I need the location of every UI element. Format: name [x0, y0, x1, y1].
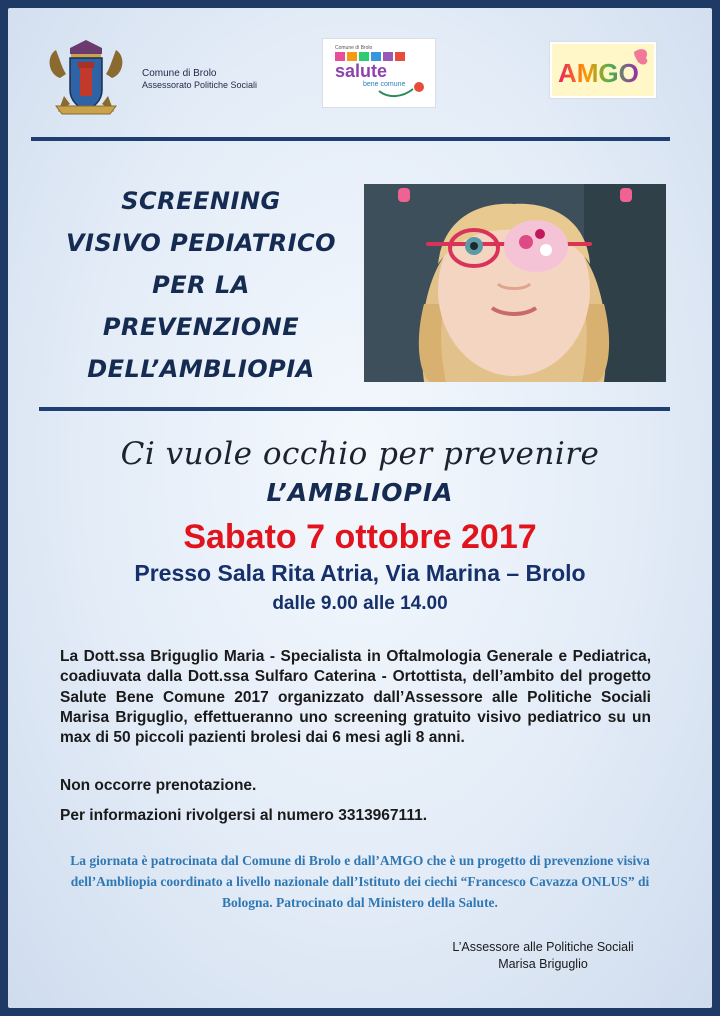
event-venue: Presso Sala Rita Atria, Via Marina – Brolo — [134, 560, 586, 586]
amgo-logo — [549, 41, 657, 99]
comune-name: Comune di Brolo — [142, 68, 217, 79]
tagline: Ci vuole occhio per prevenire — [120, 436, 600, 472]
title-line: PREVENZIONE — [102, 313, 300, 341]
title-line: SCREENING — [121, 187, 281, 215]
comune-crest-icon — [40, 34, 132, 118]
header-divider — [31, 137, 670, 141]
poster — [8, 8, 712, 1008]
title-line: PER LA — [152, 271, 250, 299]
event-date: Sabato 7 ottobre 2017 — [183, 518, 537, 556]
signature-name: Marisa Briguglio — [498, 957, 588, 971]
section-divider — [39, 407, 670, 411]
salute-logo-word: salute — [335, 61, 388, 81]
title-line: DELL’AMBLIOPIA — [87, 355, 315, 383]
salute-logo-tagline: bene comune — [363, 81, 406, 88]
event-subject: L’AMBLIOPIA — [266, 478, 454, 507]
event-description: La Dott.ssa Briguglio Maria - Specialista in Oftalmologia Generale e Pediatrica, coadiuvata dalla Dott.ssa Sulfaro Caterina - Ortottista, dell’ambito del progetto Salute Bene Comune 2017 organizzato dall’Assessore alle Politiche Sociali Marisa Briguglio, effettueranno uno screening gratuito visivo pediatrico su un max di 50 piccoli pazienti brolesi dai 6 mesi agli 8 anni. — [60, 648, 651, 747]
assessorato-name: Assessorato Politiche Sociali — [142, 80, 258, 90]
comune-header — [142, 68, 257, 90]
contact-info: Per informazioni rivolgersi al numero 3313967111. — [60, 807, 428, 824]
booking-note: Non occorre prenotazione. — [60, 777, 257, 794]
signature-role: L’Assessore alle Politiche Sociali — [452, 940, 634, 954]
event-hours: dalle 9.00 alle 14.00 — [272, 593, 448, 614]
patronage-text: La giornata è patrocinata dal Comune di Brolo e dall’AMGO che è un progetto di prevenzione visiva dell’Ambliopia coordinato a livello nazionale dall’Istituto dei ciechi “Francesco Cavazza ONLUS” di Bologna. Patrocinato dal Ministero della Salute. — [70, 853, 650, 910]
salute-bene-comune-logo — [322, 38, 436, 108]
child-eye-patch-photo — [364, 184, 666, 382]
signature — [408, 939, 678, 973]
screening-title — [36, 180, 366, 390]
amgo-logo-text: AMGO — [558, 58, 639, 88]
title-line: VISIVO PEDIATRICO — [65, 229, 337, 257]
salute-logo-small-text: Comune di Brolo — [335, 45, 373, 51]
